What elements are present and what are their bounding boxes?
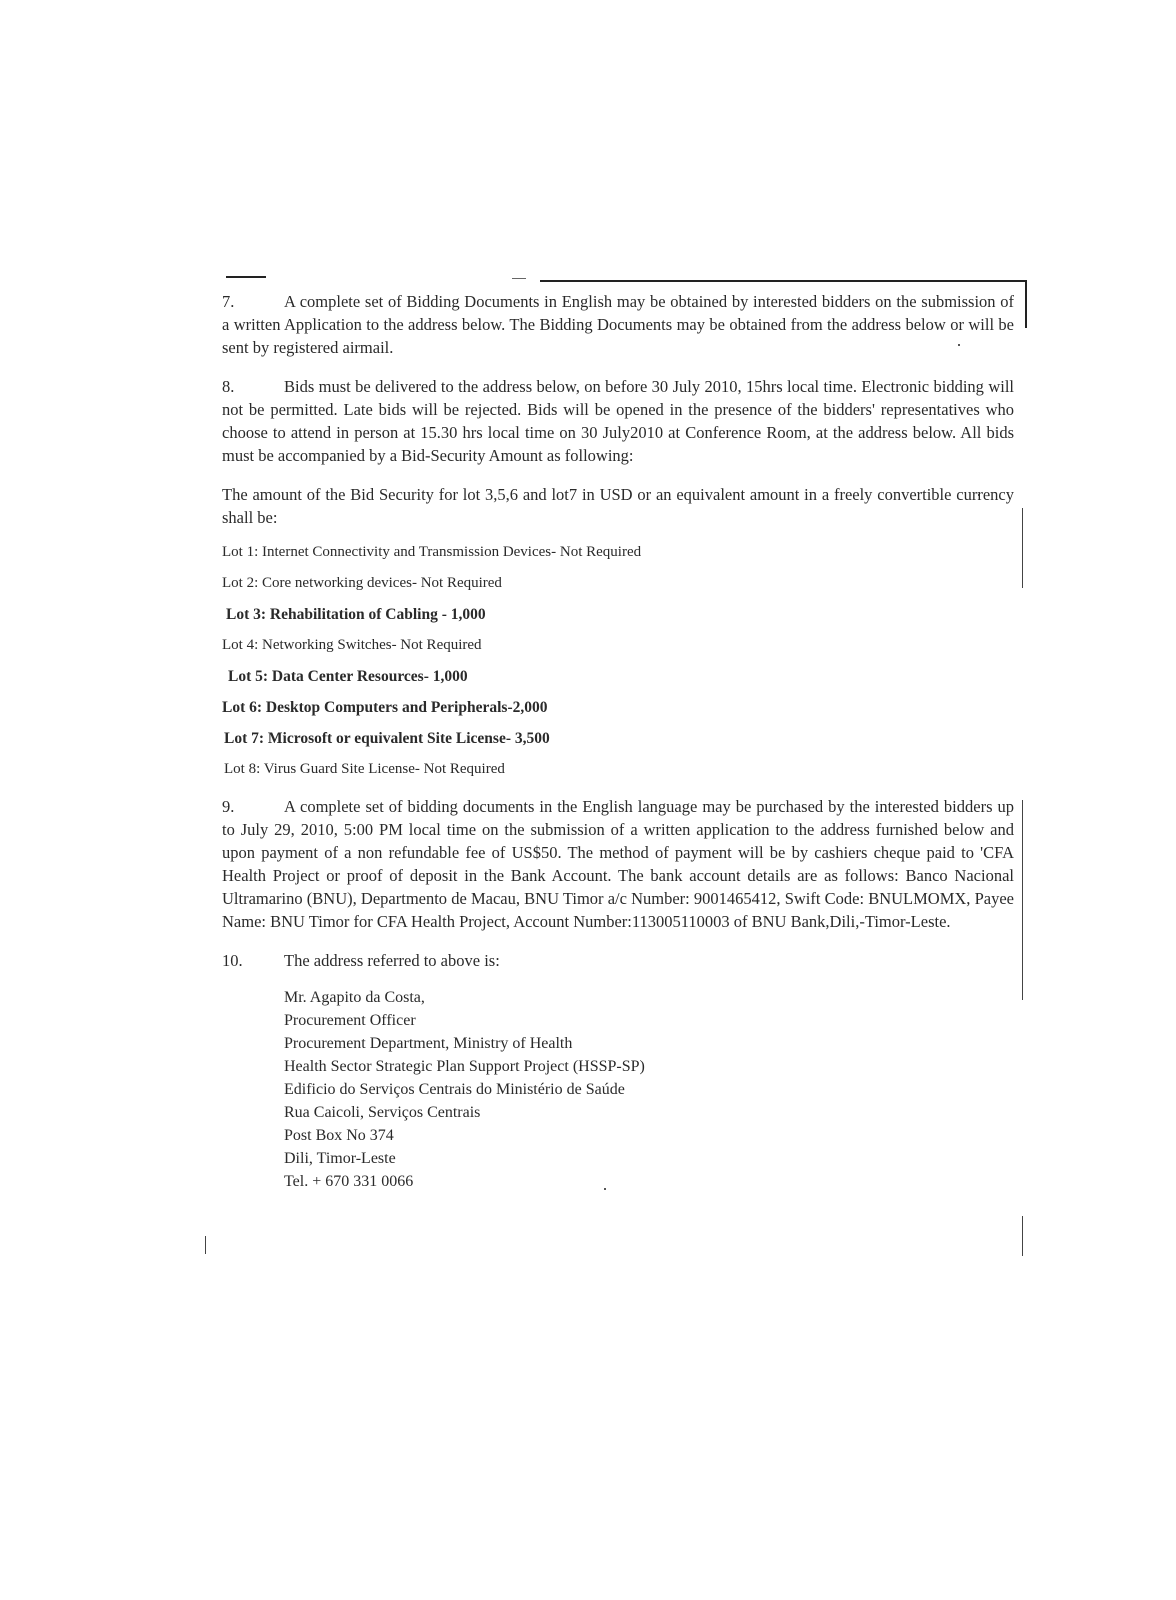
lot-list (222, 543, 1014, 779)
right-border-lower (1022, 800, 1023, 1000)
paragraph-text: A complete set of Bidding Documents in English may be obtained by interested bidders on the submission of a written Application to the address below. The Bidding Documents may be obtained from the address below or will be sent by registered airmail. (222, 292, 1014, 357)
lot-item: Lot 5: Data Center Resources- 1,000 (228, 668, 468, 685)
top-rule (226, 276, 266, 278)
paragraph-number: 7. (222, 292, 235, 311)
address-line: Procurement Officer (284, 1012, 416, 1029)
address-line: Edificio do Serviços Centrais do Ministério de Saúde (284, 1081, 625, 1098)
paragraph-10 (222, 949, 1014, 972)
paragraph-number: 8. (222, 377, 235, 396)
lot-item: Lot 4: Networking Switches- Not Required (222, 637, 482, 653)
address-line: Dili, Timor-Leste (284, 1150, 396, 1167)
paragraph-8 (222, 375, 1014, 467)
lot-item: Lot 8: Virus Guard Site License- Not Required (224, 761, 505, 777)
top-rule-long (540, 280, 1026, 282)
paragraph-number: 10. (222, 951, 243, 970)
bid-security-intro: The amount of the Bid Security for lot 3,5,6 and lot7 in USD or an equivalent amount in a freely convertible currency shall be: (222, 485, 1014, 527)
lot-item: Lot 2: Core networking devices- Not Required (222, 575, 502, 591)
document-body (222, 290, 1014, 1193)
lot-item: Lot 6: Desktop Computers and Peripherals-2,000 (222, 699, 548, 716)
address-line: Mr. Agapito da Costa, (284, 989, 425, 1006)
paragraph-number: 9. (222, 797, 235, 816)
contact-address (284, 986, 1014, 1193)
paragraph-9 (222, 795, 1014, 933)
address-line: Rua Caicoli, Serviços Centrais (284, 1104, 481, 1121)
address-line: Procurement Department, Ministry of Health (284, 1035, 573, 1052)
right-border-bottom (1022, 1216, 1023, 1256)
right-border-top (1025, 280, 1027, 328)
address-line: Post Box No 374 (284, 1127, 394, 1144)
paragraph-7 (222, 290, 1014, 359)
phone-line: Tel. + 670 331 0066 (284, 1173, 414, 1190)
lot-item: Lot 1: Internet Connectivity and Transmission Devices- Not Required (222, 544, 642, 560)
lot-item: Lot 3: Rehabilitation of Cabling - 1,000 (226, 606, 486, 623)
top-rule-dash (512, 278, 526, 279)
lot-item: Lot 7: Microsoft or equivalent Site License- 3,500 (224, 730, 550, 747)
left-margin-mark (205, 1236, 206, 1254)
right-border-middle (1022, 508, 1023, 588)
paragraph-text: A complete set of bidding documents in the English language may be purchased by the interested bidders up to July 29, 2010, 5:00 PM local time on the submission of a written application to the address furnished below and upon payment of a non refundable fee of US$50. The method of payment will be by cashiers cheque paid to 'CFA Health Project or proof of deposit in the Bank Account. The bank account details are as follows: Banco Nacional Ultramarino (BNU), Departmento de Macau, BNU Timor a/c Number: 9001465412, Swift Code: BNULMOMX, Payee Name: BNU Timor for CFA Health Project, Account Number:113005110003 of BNU Bank,Dili,-Timor-Leste. (222, 797, 1014, 931)
address-line: Health Sector Strategic Plan Support Project (HSSP-SP) (284, 1058, 645, 1075)
paragraph-text: Bids must be delivered to the address below, on before 30 July 2010, 15hrs local time. Electronic bidding will not be permitted. Late bids will be rejected. Bids will be opened in the presence of the bidders' representatives who choose to attend in person at 15.30 hrs local time on 30 July2010 at Conference Room, at the address below. All bids must be accompanied by a Bid-Security Amount as following: (222, 377, 1014, 465)
paragraph-text: The address referred to above is: (284, 951, 500, 970)
